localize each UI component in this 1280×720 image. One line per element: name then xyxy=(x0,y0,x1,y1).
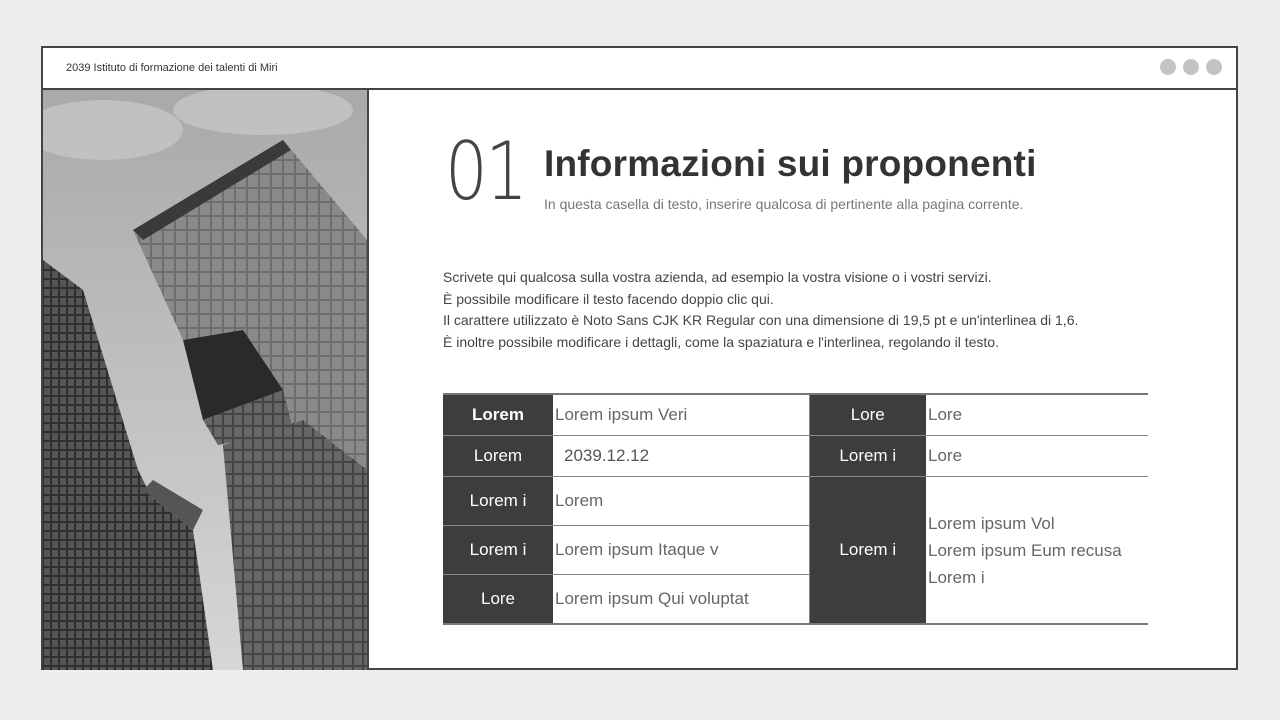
table-header-cell: Lorem xyxy=(443,394,553,436)
description-line: Scrivete qui qualcosa sulla vostra azienda, ad esempio la vostra visione o i vostri servizi. xyxy=(443,269,992,285)
brand-text: 2039 Istituto di formazione dei talenti di Miri xyxy=(66,62,278,74)
table-header-cell: Lorem i xyxy=(443,477,553,526)
table-row xyxy=(443,477,1148,526)
table-cell: 2039.12.12 xyxy=(553,436,809,477)
section-subtitle: In questa casella di testo, inserire qualcosa di pertinente alla pagina corrente. xyxy=(544,196,1024,212)
top-bar xyxy=(43,48,1236,90)
description-line: Il carattere utilizzato è Noto Sans CJK KR Regular con una dimensione di 19,5 pt e un'interlinea di 1,6. xyxy=(443,312,1079,328)
window-controls xyxy=(1160,59,1222,75)
building-photo xyxy=(43,90,369,670)
description-line: È inoltre possibile modificare i dettagli, come la spaziatura e l'interlinea, regolando il testo. xyxy=(443,333,999,350)
table-cell: Lorem ipsum Qui voluptat xyxy=(553,575,809,625)
table-cell-line: Lorem i xyxy=(928,567,985,587)
description-text xyxy=(443,267,1078,353)
table-header-cell: Lorem i xyxy=(809,436,926,477)
table-cell: Lore xyxy=(926,436,1148,477)
table-cell-multiline xyxy=(926,477,1148,625)
description-line: È possibile modificare il testo facendo doppio clic qui. xyxy=(443,290,774,307)
table-row xyxy=(443,436,1148,477)
table-row xyxy=(443,394,1148,436)
dot-icon[interactable] xyxy=(1160,59,1176,75)
table-cell: Lore xyxy=(926,394,1148,436)
section-number: 01 xyxy=(445,125,526,218)
table-header-cell: Lorem i xyxy=(809,477,926,625)
table-header-cell: Lore xyxy=(809,394,926,436)
dot-icon[interactable] xyxy=(1183,59,1199,75)
info-table xyxy=(443,393,1148,625)
table-cell: Lorem xyxy=(553,477,809,526)
table-header-cell: Lore xyxy=(443,575,553,625)
table-cell-line: Lorem ipsum Eum recusa xyxy=(928,540,1122,560)
table-cell: Lorem ipsum Itaque v xyxy=(553,526,809,575)
table-cell: Lorem ipsum Veri xyxy=(553,394,809,436)
section-title: Informazioni sui proponenti xyxy=(544,143,1037,184)
table-header-cell: Lorem i xyxy=(443,526,553,575)
dot-icon[interactable] xyxy=(1206,59,1222,75)
table-header-cell: Lorem xyxy=(443,436,553,477)
table-cell-line: Lorem ipsum Vol xyxy=(928,513,1055,533)
